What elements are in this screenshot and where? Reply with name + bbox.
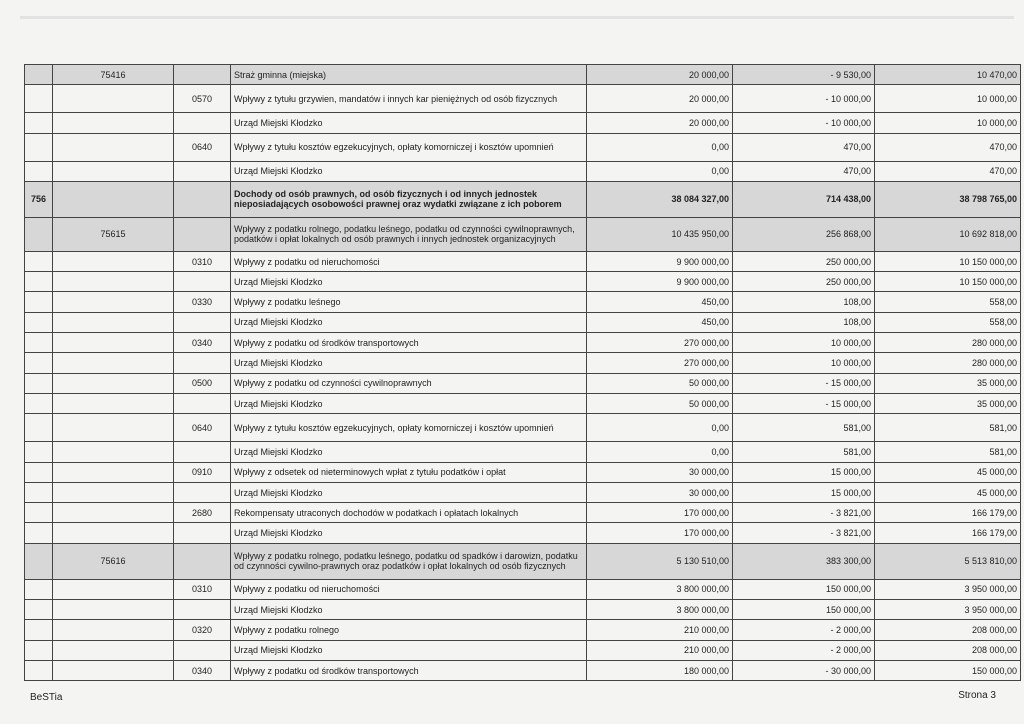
cell-paragraf (174, 272, 231, 292)
cell-rozdzial (53, 660, 174, 680)
cell-rozdzial (53, 113, 174, 133)
cell-dzial (25, 640, 53, 660)
cell-opis: Wpływy z podatku rolnego (231, 620, 587, 640)
table-row (25, 579, 1021, 599)
cell-zmiana: - 9 530,00 (733, 65, 875, 85)
table-row (25, 393, 1021, 413)
table-row (25, 333, 1021, 353)
cell-opis: Dochody od osób prawnych, od osób fizycznych i od innych jednostek nieposiadających osobowości prawnej oraz wydatki związane z ich poborem (231, 181, 587, 217)
cell-opis: Wpływy z tytułu kosztów egzekucyjnych, opłaty komorniczej i kosztów upomnień (231, 414, 587, 442)
table-row (25, 373, 1021, 393)
cell-paragraf (174, 600, 231, 620)
cell-dzial (25, 442, 53, 462)
cell-rozdzial (53, 251, 174, 271)
cell-paragraf: 0340 (174, 333, 231, 353)
cell-plan: 9 900 000,00 (587, 272, 733, 292)
table-row (25, 482, 1021, 502)
cell-dzial (25, 660, 53, 680)
cell-rozdzial (53, 620, 174, 640)
cell-plan: 9 900 000,00 (587, 251, 733, 271)
cell-po-zmianie: 150 000,00 (875, 660, 1021, 680)
cell-zmiana: - 30 000,00 (733, 660, 875, 680)
cell-paragraf (174, 543, 231, 579)
cell-opis: Urząd Miejski Kłodzko (231, 312, 587, 332)
table-row (25, 272, 1021, 292)
cell-po-zmianie: 10 150 000,00 (875, 251, 1021, 271)
cell-opis: Wpływy z tytułu grzywien, mandatów i innych kar pieniężnych od osób fizycznych (231, 85, 587, 113)
cell-po-zmianie: 280 000,00 (875, 333, 1021, 353)
cell-po-zmianie: 10 000,00 (875, 85, 1021, 113)
cell-rozdzial (53, 161, 174, 181)
cell-dzial (25, 312, 53, 332)
cell-plan: 0,00 (587, 442, 733, 462)
cell-zmiana: 150 000,00 (733, 579, 875, 599)
table-row (25, 503, 1021, 523)
table-row (25, 414, 1021, 442)
cell-zmiana: 15 000,00 (733, 462, 875, 482)
table-row (25, 85, 1021, 113)
cell-po-zmianie: 35 000,00 (875, 373, 1021, 393)
cell-opis: Wpływy z tytułu kosztów egzekucyjnych, opłaty komorniczej i kosztów upomnień (231, 133, 587, 161)
cell-zmiana: 10 000,00 (733, 353, 875, 373)
cell-po-zmianie: 166 179,00 (875, 503, 1021, 523)
cell-opis: Wpływy z podatku od czynności cywilnoprawnych (231, 373, 587, 393)
cell-dzial (25, 503, 53, 523)
cell-opis: Urząd Miejski Kłodzko (231, 442, 587, 462)
cell-paragraf: 0310 (174, 251, 231, 271)
table-row (25, 133, 1021, 161)
cell-zmiana: - 15 000,00 (733, 373, 875, 393)
cell-paragraf: 0640 (174, 133, 231, 161)
cell-zmiana: - 3 821,00 (733, 503, 875, 523)
cell-opis: Rekompensaty utraconych dochodów w podatkach i opłatach lokalnych (231, 503, 587, 523)
cell-rozdzial (53, 85, 174, 113)
cell-plan: 210 000,00 (587, 640, 733, 660)
cell-plan: 5 130 510,00 (587, 543, 733, 579)
cell-dzial (25, 353, 53, 373)
cell-dzial (25, 373, 53, 393)
cell-zmiana: 108,00 (733, 292, 875, 312)
cell-po-zmianie: 45 000,00 (875, 462, 1021, 482)
cell-dzial (25, 414, 53, 442)
cell-plan: 10 435 950,00 (587, 217, 733, 251)
cell-rozdzial (53, 181, 174, 217)
cell-zmiana: 15 000,00 (733, 482, 875, 502)
cell-plan: 180 000,00 (587, 660, 733, 680)
table-row (25, 292, 1021, 312)
cell-po-zmianie: 581,00 (875, 414, 1021, 442)
cell-plan: 30 000,00 (587, 482, 733, 502)
table-row (25, 462, 1021, 482)
cell-rozdzial (53, 503, 174, 523)
cell-zmiana: - 2 000,00 (733, 620, 875, 640)
cell-dzial (25, 620, 53, 640)
cell-dzial (25, 133, 53, 161)
cell-paragraf (174, 353, 231, 373)
cell-plan: 20 000,00 (587, 65, 733, 85)
cell-po-zmianie: 208 000,00 (875, 640, 1021, 660)
cell-paragraf (174, 523, 231, 543)
cell-plan: 0,00 (587, 133, 733, 161)
cell-dzial (25, 543, 53, 579)
cell-paragraf (174, 312, 231, 332)
cell-dzial (25, 333, 53, 353)
cell-opis: Wpływy z odsetek od nieterminowych wpłat z tytułu podatków i opłat (231, 462, 587, 482)
cell-paragraf (174, 113, 231, 133)
cell-opis: Wpływy z podatku rolnego, podatku leśnego, podatku od spadków i darowizn, podatku od czynności cywilno-prawnych oraz podatków i opłat lokalnych od osób fizycznych (231, 543, 587, 579)
cell-po-zmianie: 10 692 818,00 (875, 217, 1021, 251)
cell-plan: 50 000,00 (587, 393, 733, 413)
cell-opis: Straż gminna (miejska) (231, 65, 587, 85)
cell-zmiana: 108,00 (733, 312, 875, 332)
table-row (25, 442, 1021, 462)
cell-po-zmianie: 558,00 (875, 292, 1021, 312)
cell-rozdzial (53, 333, 174, 353)
table-row (25, 660, 1021, 680)
cell-paragraf: 0320 (174, 620, 231, 640)
cell-dzial (25, 272, 53, 292)
cell-zmiana: - 10 000,00 (733, 85, 875, 113)
table-row (25, 113, 1021, 133)
cell-paragraf: 0910 (174, 462, 231, 482)
cell-rozdzial (53, 292, 174, 312)
cell-dzial (25, 523, 53, 543)
cell-rozdzial (53, 442, 174, 462)
cell-plan: 20 000,00 (587, 113, 733, 133)
cell-paragraf (174, 640, 231, 660)
cell-opis: Urząd Miejski Kłodzko (231, 640, 587, 660)
footer-page-number: Strona 3 (958, 690, 996, 701)
cell-opis: Urząd Miejski Kłodzko (231, 600, 587, 620)
cell-paragraf: 0330 (174, 292, 231, 312)
cell-plan: 270 000,00 (587, 333, 733, 353)
cell-paragraf (174, 217, 231, 251)
table-row (25, 600, 1021, 620)
cell-zmiana: 250 000,00 (733, 251, 875, 271)
cell-po-zmianie: 3 950 000,00 (875, 600, 1021, 620)
cell-rozdzial (53, 462, 174, 482)
cell-zmiana: 256 868,00 (733, 217, 875, 251)
cell-paragraf (174, 161, 231, 181)
cell-opis: Wpływy z podatku od środków transportowych (231, 333, 587, 353)
cell-po-zmianie: 470,00 (875, 133, 1021, 161)
cell-dzial: 756 (25, 181, 53, 217)
cell-plan: 30 000,00 (587, 462, 733, 482)
cell-zmiana: 250 000,00 (733, 272, 875, 292)
cell-rozdzial: 75615 (53, 217, 174, 251)
cell-opis: Urząd Miejski Kłodzko (231, 353, 587, 373)
cell-rozdzial: 75616 (53, 543, 174, 579)
cell-po-zmianie: 38 798 765,00 (875, 181, 1021, 217)
cell-dzial (25, 393, 53, 413)
cell-paragraf (174, 442, 231, 462)
cell-rozdzial (53, 393, 174, 413)
table-row (25, 65, 1021, 85)
scan-edge-line (20, 16, 1014, 19)
cell-paragraf: 0340 (174, 660, 231, 680)
cell-po-zmianie: 280 000,00 (875, 353, 1021, 373)
cell-opis: Urząd Miejski Kłodzko (231, 161, 587, 181)
cell-po-zmianie: 10 000,00 (875, 113, 1021, 133)
table-row (25, 523, 1021, 543)
cell-plan: 3 800 000,00 (587, 579, 733, 599)
cell-rozdzial (53, 523, 174, 543)
cell-rozdzial (53, 373, 174, 393)
cell-po-zmianie: 3 950 000,00 (875, 579, 1021, 599)
cell-opis: Urząd Miejski Kłodzko (231, 393, 587, 413)
cell-plan: 450,00 (587, 292, 733, 312)
cell-po-zmianie: 470,00 (875, 161, 1021, 181)
cell-dzial (25, 482, 53, 502)
cell-dzial (25, 462, 53, 482)
cell-plan: 50 000,00 (587, 373, 733, 393)
cell-po-zmianie: 45 000,00 (875, 482, 1021, 502)
cell-paragraf: 0310 (174, 579, 231, 599)
cell-opis: Urząd Miejski Kłodzko (231, 272, 587, 292)
cell-plan: 38 084 327,00 (587, 181, 733, 217)
cell-rozdzial: 75416 (53, 65, 174, 85)
table-row (25, 181, 1021, 217)
cell-dzial (25, 600, 53, 620)
cell-dzial (25, 85, 53, 113)
table-row (25, 312, 1021, 332)
cell-dzial (25, 113, 53, 133)
cell-dzial (25, 292, 53, 312)
cell-paragraf: 0570 (174, 85, 231, 113)
cell-rozdzial (53, 353, 174, 373)
cell-opis: Wpływy z podatku od nieruchomości (231, 579, 587, 599)
cell-dzial (25, 161, 53, 181)
cell-opis: Urząd Miejski Kłodzko (231, 113, 587, 133)
table-row (25, 251, 1021, 271)
cell-plan: 0,00 (587, 161, 733, 181)
cell-po-zmianie: 208 000,00 (875, 620, 1021, 640)
cell-plan: 20 000,00 (587, 85, 733, 113)
cell-plan: 170 000,00 (587, 503, 733, 523)
table-row (25, 640, 1021, 660)
cell-po-zmianie: 35 000,00 (875, 393, 1021, 413)
cell-po-zmianie: 10 470,00 (875, 65, 1021, 85)
cell-rozdzial (53, 312, 174, 332)
cell-paragraf: 2680 (174, 503, 231, 523)
cell-rozdzial (53, 600, 174, 620)
cell-plan: 3 800 000,00 (587, 600, 733, 620)
cell-zmiana: - 10 000,00 (733, 113, 875, 133)
cell-opis: Wpływy z podatku od nieruchomości (231, 251, 587, 271)
cell-po-zmianie: 558,00 (875, 312, 1021, 332)
cell-zmiana: 470,00 (733, 133, 875, 161)
cell-paragraf (174, 65, 231, 85)
budget-table (24, 64, 1021, 681)
cell-zmiana: 470,00 (733, 161, 875, 181)
cell-plan: 0,00 (587, 414, 733, 442)
cell-paragraf (174, 181, 231, 217)
cell-po-zmianie: 10 150 000,00 (875, 272, 1021, 292)
cell-rozdzial (53, 272, 174, 292)
cell-zmiana: 10 000,00 (733, 333, 875, 353)
cell-opis: Wpływy z podatku od środków transportowych (231, 660, 587, 680)
cell-paragraf: 0640 (174, 414, 231, 442)
cell-rozdzial (53, 579, 174, 599)
cell-paragraf (174, 393, 231, 413)
cell-zmiana: - 2 000,00 (733, 640, 875, 660)
table-row (25, 620, 1021, 640)
cell-opis: Wpływy z podatku rolnego, podatku leśnego, podatku od czynności cywilnoprawnych, podatków i opłat lokalnych od osób prawnych i innych jednostek organizacyjnych (231, 217, 587, 251)
cell-dzial (25, 251, 53, 271)
cell-zmiana: 383 300,00 (733, 543, 875, 579)
cell-plan: 450,00 (587, 312, 733, 332)
cell-plan: 170 000,00 (587, 523, 733, 543)
cell-opis: Urząd Miejski Kłodzko (231, 482, 587, 502)
cell-po-zmianie: 166 179,00 (875, 523, 1021, 543)
cell-opis: Urząd Miejski Kłodzko (231, 523, 587, 543)
cell-zmiana: 581,00 (733, 442, 875, 462)
cell-rozdzial (53, 133, 174, 161)
cell-plan: 270 000,00 (587, 353, 733, 373)
cell-rozdzial (53, 414, 174, 442)
table-row (25, 217, 1021, 251)
cell-plan: 210 000,00 (587, 620, 733, 640)
cell-dzial (25, 65, 53, 85)
cell-opis: Wpływy z podatku leśnego (231, 292, 587, 312)
cell-po-zmianie: 5 513 810,00 (875, 543, 1021, 579)
cell-paragraf: 0500 (174, 373, 231, 393)
cell-paragraf (174, 482, 231, 502)
cell-dzial (25, 579, 53, 599)
table-row (25, 161, 1021, 181)
cell-rozdzial (53, 640, 174, 660)
cell-dzial (25, 217, 53, 251)
cell-zmiana: - 3 821,00 (733, 523, 875, 543)
footer-software-name: BeSTia (30, 692, 63, 703)
cell-zmiana: - 15 000,00 (733, 393, 875, 413)
cell-zmiana: 150 000,00 (733, 600, 875, 620)
table-row (25, 543, 1021, 579)
cell-zmiana: 581,00 (733, 414, 875, 442)
cell-rozdzial (53, 482, 174, 502)
table-row (25, 353, 1021, 373)
cell-zmiana: 714 438,00 (733, 181, 875, 217)
cell-po-zmianie: 581,00 (875, 442, 1021, 462)
